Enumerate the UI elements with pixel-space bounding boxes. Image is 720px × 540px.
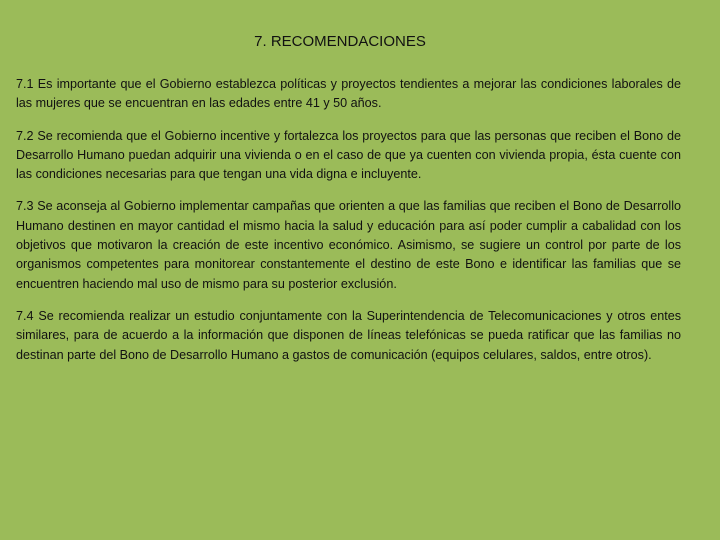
- recommendations-list: [16, 75, 681, 378]
- recommendation-number: 7.4: [16, 308, 34, 323]
- recommendation-number: 7.2: [16, 128, 34, 143]
- recommendation-text: Se aconseja al Gobierno implementar campañas que orienten a que las familias que reciben el Bono de Desarrollo Humano destinen en mayor cantidad el mismo hacia la salud y educación para así poder cumplir a cabalidad con los objetivos que motivaron la creación de este incentivo económico. Asimismo, se sugiere un control por parte de los organismos competentes para monitorear constantemente el destino de este Bono e identificar las familias que se encuentren haciendo mal uso de mismo para su posterior exclusión.: [16, 199, 682, 291]
- recommendation-text: Se recomienda realizar un estudio conjuntamente con la Superintendencia de Telecomunicaciones y otros entes similares, para de acuerdo a la información que disponen de líneas telefónicas se pueda ratificar que las familias no destinan parte del Bono de Desarrollo Humano a gastos de comunicación (equipos celulares, saldos, entre otros).: [16, 308, 682, 362]
- page-title-text: 7. RECOMENDACIONES: [254, 33, 426, 50]
- recommendation-7-2: [16, 127, 681, 185]
- recommendation-text: Es importante que el Gobierno establezca políticas y proyectos tendientes a mejorar las condiciones laborales de las mujeres que se encuentran en las edades entre 41 y 50 años.: [16, 77, 681, 111]
- recommendation-7-3: [16, 197, 681, 293]
- recommendation-7-1: [16, 75, 681, 114]
- recommendation-number: 7.3: [16, 199, 34, 214]
- recommendation-number: 7.1: [16, 77, 34, 91]
- recommendation-7-4: [16, 307, 681, 365]
- recommendation-text: Se recomienda que el Gobierno incentive y fortalezca los proyectos para que las personas que reciben el Bono de Desarrollo Humano puedan adquirir una vivienda o en el caso de que ya cuenten con vivienda propia, ésta cuente con las condiciones necesarias para que tengan una vida digna e incluyente.: [16, 128, 681, 182]
- page-title: [0, 33, 680, 50]
